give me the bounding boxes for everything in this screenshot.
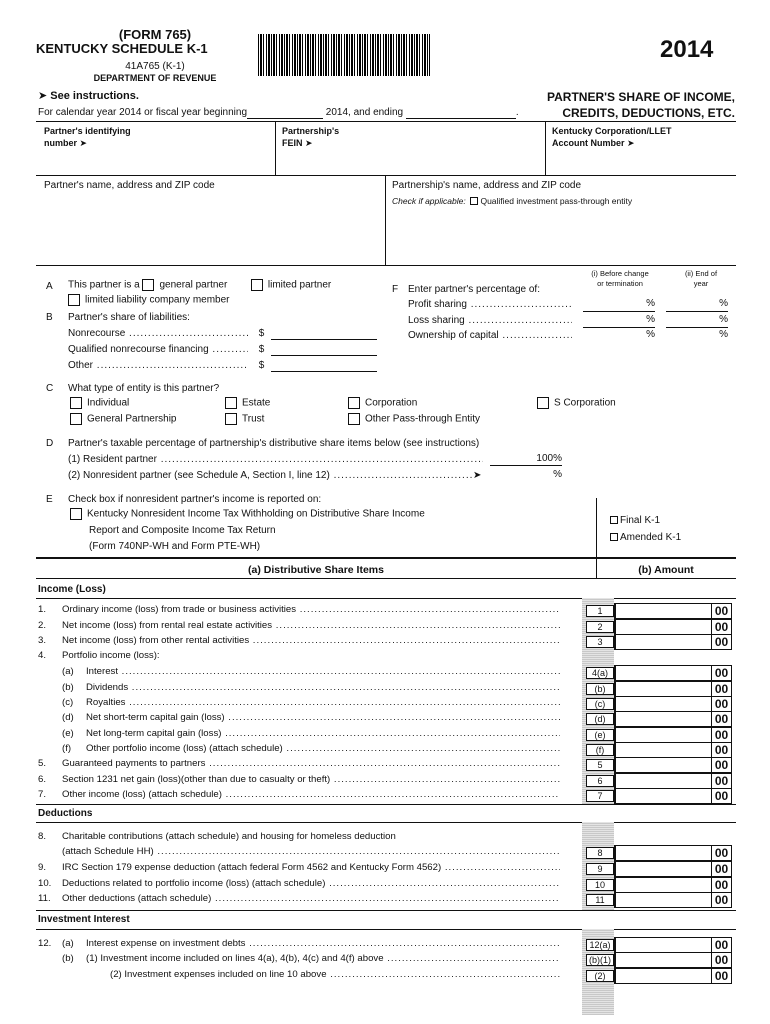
line-item-row <box>38 697 570 709</box>
individual-option <box>70 397 129 410</box>
line-number-box: 4(a) <box>586 667 614 679</box>
capital-row <box>408 330 572 342</box>
corporation-option <box>348 397 417 410</box>
line-item-row <box>38 831 570 843</box>
address-divider <box>385 175 386 265</box>
qualified-text: Qualified investment pass-through entity <box>480 196 633 206</box>
line-number: 7. <box>38 789 47 800</box>
id-divider-2 <box>545 121 546 175</box>
resident-row <box>68 454 483 466</box>
cents-value: 00 <box>711 665 731 681</box>
line-item-row <box>38 893 570 905</box>
pct-sign: % <box>719 314 728 325</box>
other-pass-option <box>348 413 480 426</box>
line-number-box: 11 <box>586 894 614 906</box>
llc-row <box>68 294 230 307</box>
line-item-row <box>38 774 570 786</box>
line-text: Net short-term capital gain (loss) <box>86 712 225 723</box>
line-sub-letter: (e) <box>62 728 74 739</box>
corporation-label: Corporation <box>365 397 418 409</box>
see-instructions-text: See instructions. <box>50 90 139 102</box>
other-pass-label: Other Pass-through Entity <box>365 413 481 425</box>
address-bottom-rule <box>36 265 736 266</box>
line-item-row <box>38 650 570 662</box>
loss-before-field[interactable] <box>583 314 655 328</box>
cents-value: 00 <box>711 877 731 893</box>
qualified-checkbox[interactable] <box>470 197 478 205</box>
fein-field[interactable] <box>282 125 339 149</box>
amount-field[interactable] <box>614 968 732 984</box>
line-number: 11. <box>38 893 51 904</box>
line-number: 9. <box>38 862 47 873</box>
line-number-box: 12(a) <box>586 939 614 951</box>
deductions-heading-rule <box>36 822 736 823</box>
f-col2-header-2: year <box>693 278 709 288</box>
line-item-row <box>38 789 570 801</box>
amount-field[interactable] <box>614 727 732 743</box>
line-text: Other portfolio income (loss) (attach schedule) <box>86 743 283 754</box>
cents-value: 00 <box>711 861 731 877</box>
line-number-box: (f) <box>586 744 614 756</box>
final-k1-option <box>610 515 660 527</box>
amount-field[interactable] <box>614 711 732 727</box>
arrow-icon: ➤ <box>473 470 482 481</box>
form-title: KENTUCKY SCHEDULE K-1 <box>36 41 208 56</box>
line-sub-letter: (d) <box>62 712 74 723</box>
investment-heading: Investment Interest <box>38 914 130 925</box>
cents-value: 00 <box>711 727 731 743</box>
section-a-row <box>68 279 331 292</box>
dollar-sign: $ <box>258 344 265 355</box>
llc-label: limited liability company member <box>85 294 230 306</box>
see-instructions <box>38 90 139 103</box>
line-text: Net long-term capital gain (loss) <box>86 728 222 739</box>
section-a-letter: A <box>46 281 53 292</box>
f-col1-header-1: (i) Before change <box>591 269 649 278</box>
line-item-row <box>38 743 570 755</box>
profit-end-field[interactable] <box>666 298 728 312</box>
line-item-row <box>38 620 570 632</box>
section-f-text: Enter partner's percentage of: <box>408 284 540 295</box>
general-partner-checkbox[interactable] <box>142 279 154 291</box>
line-sub-letter: (f) <box>62 743 72 754</box>
f-col2-header-1: (ii) End of <box>684 269 718 278</box>
cents-value: 00 <box>711 773 731 789</box>
pct-sign: % <box>646 329 655 340</box>
deductions-top-rule <box>36 804 736 805</box>
investment-heading-rule <box>36 929 736 930</box>
partner-address-field[interactable] <box>40 194 380 260</box>
kentucky-label-2: Account Number ➤ <box>552 138 635 149</box>
dollar-sign: $ <box>258 360 265 371</box>
line-item-row <box>38 635 570 647</box>
tax-year: 2014 <box>660 36 714 63</box>
line-number: 10. <box>38 878 52 889</box>
nonresident-withholding-checkbox[interactable] <box>70 508 82 520</box>
section-c-letter: C <box>46 383 54 394</box>
pct-sign: % <box>646 314 655 325</box>
cents-value: 00 <box>711 892 731 908</box>
line-number: 4. <box>38 650 47 661</box>
amount-field[interactable] <box>614 937 732 953</box>
amount-field[interactable] <box>614 861 732 877</box>
line-item-row <box>38 682 570 694</box>
general-partnership-label: General Partnership <box>87 413 177 425</box>
amount-field[interactable] <box>614 665 732 681</box>
nonrecourse-row <box>68 328 377 340</box>
line-text: Ordinary income (loss) from trade or business activities <box>62 604 297 615</box>
line-number-box: 10 <box>586 879 614 891</box>
line-item-row <box>38 712 570 724</box>
id-divider-1 <box>275 121 276 175</box>
deductions-heading: Deductions <box>38 808 93 819</box>
withholding-line-3: (Form 740NP-WH and Form PTE-WH) <box>89 541 261 552</box>
amount-field[interactable] <box>614 892 732 908</box>
line-number: 12. <box>38 938 52 949</box>
amount-field[interactable] <box>614 619 732 635</box>
line-item-row <box>38 758 570 770</box>
calendar-year-text: For calendar year 2014 or fiscal year beginning <box>38 107 248 118</box>
general-partner-label: general partner <box>159 279 228 291</box>
nonresident-label: (2) Nonresident partner (see Schedule A, Section I, line 12) <box>68 470 330 481</box>
section-c-question: What type of entity is this partner? <box>68 383 220 394</box>
cents-value: 00 <box>711 603 731 619</box>
line-item-row <box>38 969 570 981</box>
loss-row <box>408 315 572 327</box>
amended-k1-option <box>610 532 681 544</box>
general-partnership-option <box>70 413 177 426</box>
amount-field[interactable] <box>614 603 732 619</box>
line-number-box: 3 <box>586 636 614 648</box>
fiscal-end-field[interactable] <box>406 109 516 119</box>
amount-field[interactable] <box>614 952 732 968</box>
section-d-letter: D <box>46 438 54 449</box>
general-partnership-checkbox[interactable] <box>70 413 82 425</box>
share-title-1: PARTNER'S SHARE OF INCOME, <box>547 90 735 104</box>
line-text: Guaranteed payments to partners <box>62 758 206 769</box>
line-sub-letter: (c) <box>62 697 74 708</box>
capital-before-field[interactable] <box>583 329 655 343</box>
and-ending-text: 2014, and ending <box>325 107 404 118</box>
line-text: Interest <box>86 666 118 677</box>
other-pass-checkbox[interactable] <box>348 413 360 425</box>
line-text: (2) Investment expenses included on line 10 above <box>110 969 327 980</box>
section-e-text: Check box if nonresident partner's income is reported on: <box>68 494 322 505</box>
estate-label: Estate <box>242 397 271 409</box>
id-bottom-rule <box>36 175 736 176</box>
line-number: 6. <box>38 774 47 785</box>
loss-label: Loss sharing <box>408 315 465 326</box>
individual-checkbox[interactable] <box>70 397 82 409</box>
line-number: 3. <box>38 635 47 646</box>
corporation-checkbox[interactable] <box>348 397 360 409</box>
line-number-box: 2 <box>586 621 614 633</box>
cents-value: 00 <box>711 696 731 712</box>
section-b-letter: B <box>46 312 53 323</box>
line-text: Net income (loss) from rental real estate activities <box>62 620 273 631</box>
line-number: 8. <box>38 831 47 842</box>
profit-label: Profit sharing <box>408 299 467 310</box>
calendar-year-line: For calendar year 2014 or fiscal year beginning 2014, and ending . <box>38 107 519 118</box>
capital-end-field[interactable] <box>666 329 728 343</box>
section-a-text: This partner is a <box>68 279 140 291</box>
amended-k1-checkbox[interactable] <box>610 533 618 541</box>
barcode <box>258 34 430 76</box>
other-liab-row <box>68 360 377 372</box>
line-number-box: (e) <box>586 729 614 741</box>
section-e-letter: E <box>46 494 53 505</box>
line-sub-letter: (b) <box>62 953 74 964</box>
cents-value: 00 <box>711 788 731 804</box>
line-text: (attach Schedule HH) <box>62 846 154 857</box>
line-number: 1. <box>38 604 47 615</box>
amount-field[interactable] <box>614 742 732 758</box>
check-applicable-text: Check if applicable: <box>392 196 466 206</box>
line-item-row <box>38 604 570 616</box>
section-b-text: Partner's share of liabilities: <box>68 312 190 323</box>
final-box-divider <box>596 498 597 557</box>
cents-value: 00 <box>711 937 731 953</box>
amount-field[interactable] <box>614 757 732 773</box>
line-text: Other income (loss) (attach schedule) <box>62 789 222 800</box>
qualified-row <box>392 196 632 206</box>
nonrecourse-field[interactable] <box>271 329 377 340</box>
line-text: Charitable contributions (attach schedule) and housing for homeless deduction <box>62 831 396 842</box>
line-number-box: (c) <box>586 698 614 710</box>
line-text: Other deductions (attach schedule) <box>62 893 212 904</box>
partnership-address-label: Partnership's name, address and ZIP code <box>392 180 582 191</box>
loss-end-field[interactable] <box>666 314 728 328</box>
cents-value: 00 <box>711 619 731 635</box>
capital-label: Ownership of capital <box>408 330 499 341</box>
other-liab-field[interactable] <box>271 361 377 372</box>
amount-field[interactable] <box>614 773 732 789</box>
trust-label: Trust <box>242 413 265 425</box>
f-col1-header-2: or termination <box>597 278 643 288</box>
fiscal-begin-field[interactable] <box>247 109 323 119</box>
withholding-line-2: Report and Composite Income Tax Return <box>89 525 276 536</box>
nonrecourse-label: Nonrecourse <box>68 328 126 339</box>
line-number-box: (b) <box>586 683 614 695</box>
amount-field[interactable] <box>614 877 732 893</box>
line-number-box: 5 <box>586 759 614 771</box>
line-text: Net income (loss) from other rental activities <box>62 635 250 646</box>
estate-checkbox[interactable] <box>225 397 237 409</box>
id-top-rule <box>36 121 736 122</box>
line-number-box: (2) <box>586 970 614 982</box>
individual-label: Individual <box>87 397 130 409</box>
line-item-row <box>38 846 570 858</box>
dollar-sign: $ <box>258 328 265 339</box>
income-heading: Income (Loss) <box>38 584 106 595</box>
cents-value: 00 <box>711 634 731 650</box>
line-text: Interest expense on investment debts <box>86 938 246 949</box>
f-col1-header <box>580 269 660 289</box>
line-number-box: 8 <box>586 847 614 859</box>
line-number-box: (d) <box>586 713 614 725</box>
partner-id-field[interactable] <box>44 125 131 149</box>
line-item-row <box>38 728 570 740</box>
line-text: Dividends <box>86 682 129 693</box>
line-text: Portfolio income (loss): <box>62 650 160 661</box>
limited-partner-label: limited partner <box>267 279 332 291</box>
line-text: IRC Section 179 expense deduction (attach federal Form 4562 and Kentucky Form 4562) <box>62 862 442 873</box>
resident-value[interactable]: 100% <box>490 453 562 466</box>
line-text: Section 1231 net gain (loss)(other than due to casualty or theft) <box>62 774 331 785</box>
line-sub-letter: (a) <box>62 938 74 949</box>
trust-checkbox[interactable] <box>225 413 237 425</box>
amount-field[interactable] <box>614 696 732 712</box>
cents-value: 00 <box>711 968 731 984</box>
pct-sign: % <box>719 329 728 340</box>
cents-value: 00 <box>711 845 731 861</box>
withholding-line-1: Kentucky Nonresident Income Tax Withholding on Distributive Share Income <box>87 508 425 520</box>
pct-sign: % <box>553 469 562 480</box>
line-number-box: 1 <box>586 605 614 617</box>
line-number-box: 7 <box>586 790 614 802</box>
cents-value: 00 <box>711 952 731 968</box>
fein-label-2: FEIN ➤ <box>282 138 313 149</box>
nonresident-field[interactable] <box>490 469 562 482</box>
line-item-row <box>38 666 570 678</box>
profit-before-field[interactable] <box>583 298 655 312</box>
line-number-box: 6 <box>586 775 614 787</box>
llc-checkbox[interactable] <box>68 294 80 306</box>
partner-id-label-1: Partner's identifying <box>44 126 131 136</box>
kentucky-label-1: Kentucky Corporation/LLET <box>552 126 672 136</box>
line-item-row <box>38 878 570 890</box>
form-number: (FORM 765) <box>118 27 192 42</box>
investment-top-rule <box>36 910 736 911</box>
line-number: 5. <box>38 758 47 769</box>
line-item-row <box>38 862 570 874</box>
table-header-rule <box>36 578 736 579</box>
final-k1-label: Final K-1 <box>620 515 661 526</box>
cents-value: 00 <box>711 757 731 773</box>
income-heading-rule <box>36 598 736 599</box>
amount-field[interactable] <box>614 681 732 697</box>
partner-id-label-2: number ➤ <box>44 138 88 149</box>
estate-option <box>225 397 270 410</box>
s-corp-option <box>537 397 616 410</box>
pct-sign: % <box>719 298 728 309</box>
col-b-header: (b) Amount <box>638 564 694 576</box>
section-e-option <box>70 508 425 521</box>
f-col2-header <box>668 269 734 289</box>
qualified-financing-label: Qualified nonrecourse financing <box>68 344 209 355</box>
line-item-row <box>38 953 570 965</box>
share-title-2: CREDITS, DEDUCTIONS, ETC. <box>562 106 735 120</box>
amount-field[interactable] <box>614 845 732 861</box>
partner-address-label: Partner's name, address and ZIP code <box>44 180 215 191</box>
line-number: 2. <box>38 620 47 631</box>
amount-field[interactable] <box>614 788 732 804</box>
line-item-row <box>38 938 570 950</box>
other-liab-label: Other <box>68 360 94 371</box>
amount-field[interactable] <box>614 634 732 650</box>
cents-value: 00 <box>711 711 731 727</box>
resident-label: (1) Resident partner <box>68 454 157 465</box>
pct-sign: % <box>646 298 655 309</box>
section-f-letter: F <box>392 284 399 295</box>
qualified-financing-row <box>68 344 377 356</box>
s-corp-label: S Corporation <box>554 397 616 409</box>
line-text: Deductions related to portfolio income (loss) (attach schedule) <box>62 878 326 889</box>
final-k1-checkbox[interactable] <box>610 516 618 524</box>
cents-value: 00 <box>711 742 731 758</box>
cents-value: 00 <box>711 681 731 697</box>
line-text: (1) Investment income included on lines 4(a), 4(b), 4(c) and 4(f) above <box>86 953 384 964</box>
kentucky-account-field[interactable] <box>552 125 672 149</box>
line-sub-letter: (a) <box>62 666 74 677</box>
line-text: Royalties <box>86 697 126 708</box>
limited-partner-checkbox[interactable] <box>251 279 263 291</box>
fein-label-1: Partnership's <box>282 126 340 136</box>
profit-row <box>408 299 572 311</box>
amended-k1-label: Amended K-1 <box>620 532 682 543</box>
nonresident-row <box>68 470 481 482</box>
department: DEPARTMENT OF REVENUE <box>93 73 217 83</box>
qualified-financing-field[interactable] <box>271 345 377 356</box>
table-top-rule <box>36 557 736 559</box>
form-code: 41A765 (K-1) <box>125 61 185 72</box>
line-number-box: 9 <box>586 863 614 875</box>
arrow-icon: ➤ <box>38 90 48 102</box>
col-a-header: (a) Distributive Share Items <box>248 564 384 576</box>
s-corp-checkbox[interactable] <box>537 397 549 409</box>
line-number-box: (b)(1) <box>586 954 614 966</box>
trust-option <box>225 413 264 426</box>
line-sub-letter: (b) <box>62 682 74 693</box>
section-d-text: Partner's taxable percentage of partnership's distributive share items below (see instructions) <box>68 438 480 449</box>
